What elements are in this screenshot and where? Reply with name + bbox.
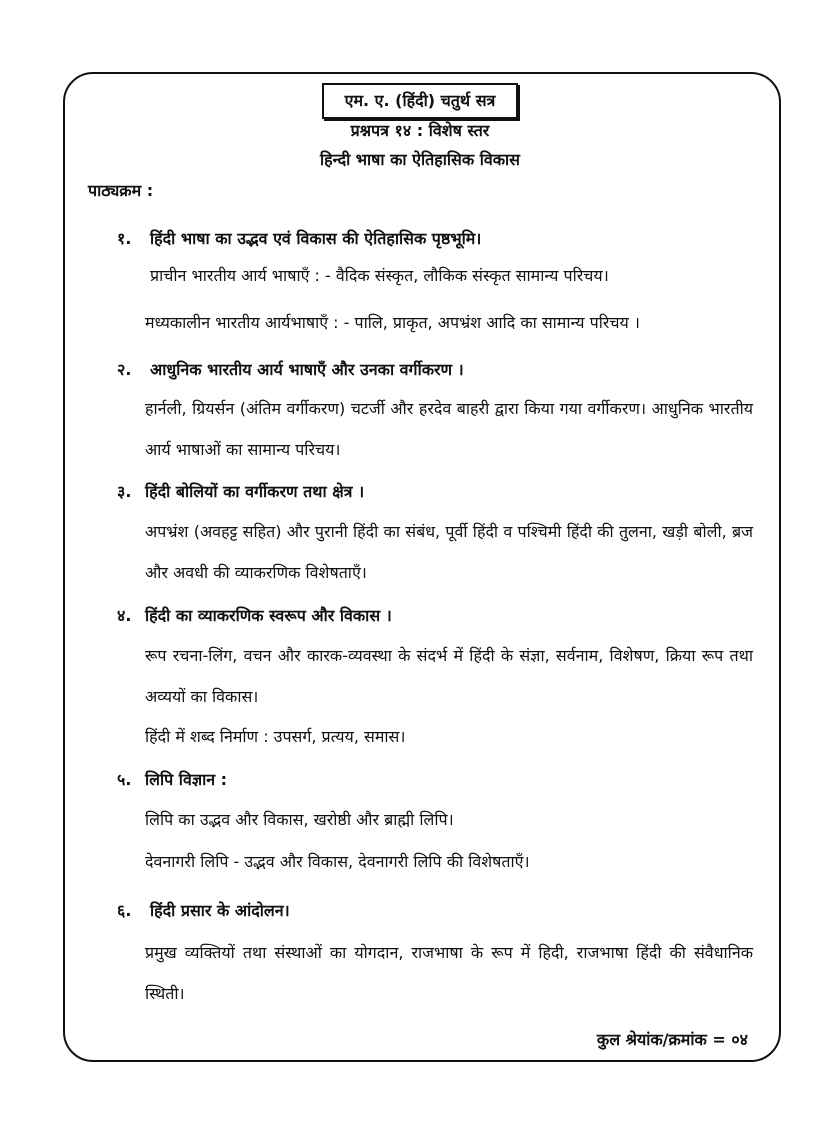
unit-paragraph: मध्यकालीन भारतीय आर्यभाषाएँ : - पालि, प्राकृत, अपभ्रंश आदि का सामान्य परिचय । — [145, 313, 640, 332]
unit-number: १. — [117, 229, 132, 248]
paper-title: प्रश्नपत्र १४ : विशेष स्तर — [350, 121, 490, 140]
subject-title: हिन्दी भाषा का ऐतिहासिक विकास — [319, 150, 520, 169]
unit-number: २. — [117, 360, 132, 379]
unit-paragraph: अपभ्रंश (अवहट्ट सहित) और पुरानी हिंदी का संबंध, पूर्वी हिंदी व पश्चिमी हिंदी की तुलना, खड़ी बोली, ब्रज और अवधी की व्याकरणिक विशेषताएँ। — [145, 522, 753, 582]
syllabus-label: पाठ्यक्रम : — [88, 181, 154, 200]
unit-title: हिंदी का व्याकरणिक स्वरूप और विकास । — [145, 606, 392, 625]
unit-paragraph: हार्नली, ग्रियर्सन (अंतिम वर्गीकरण) चटर्जी और हरदेव बाहरी द्वारा किया गया वर्गीकरण। आधुनिक भारतीय आर्य भाषाओं का सामान्य परिचय। — [145, 399, 753, 459]
unit-paragraph: लिपि का उद्भव और विकास, खरोष्ठी और ब्राह्मी लिपि। — [145, 810, 454, 829]
unit-title: लिपि विज्ञान : — [145, 770, 228, 789]
unit-title: हिंदी प्रसार के आंदोलन। — [150, 901, 290, 920]
unit-paragraph: प्रमुख व्यक्तियों तथा संस्थाओं का योगदान, राजभाषा के रूप में हिदी, राजभाषा हिंदी की संवैधानिक स्थिती। — [145, 943, 753, 1003]
unit-number: ५. — [117, 770, 132, 789]
course-title: एम. ए. (हिंदी) चतुर्थ सत्र — [322, 83, 518, 119]
unit-title: हिंदी भाषा का उद्भव एवं विकास की ऐतिहासिक पृष्ठभूमि। — [150, 229, 482, 248]
unit-number: ३. — [117, 482, 132, 501]
unit-paragraph: देवनागरी लिपि - उद्भव और विकास, देवनागरी लिपि की विशेषताएँ। — [145, 852, 530, 871]
total-credits: कुल श्रेयांक/क्रमांक = ०४ — [596, 1030, 748, 1049]
unit-title: आधुनिक भारतीय आर्य भाषाएँ और उनका वर्गीकरण । — [150, 360, 464, 379]
unit-number: ४. — [117, 606, 132, 625]
unit-title: हिंदी बोलियों का वर्गीकरण तथा क्षेत्र । — [145, 482, 365, 501]
unit-paragraph: हिंदी में शब्द निर्माण : उपसर्ग, प्रत्यय, समास। — [145, 727, 406, 746]
unit-number: ६. — [117, 901, 132, 920]
unit-paragraph: प्राचीन भारतीय आर्य भाषाएँ : - वैदिक संस्कृत, लौकिक संस्कृत सामान्य परिचय। — [150, 266, 609, 285]
unit-paragraph: रूप रचना-लिंग, वचन और कारक-व्यवस्था के संदर्भ में हिंदी के संज्ञा, सर्वनाम, विशेषण, क्रिया रूप तथा अव्ययों का विकास। — [145, 646, 753, 706]
